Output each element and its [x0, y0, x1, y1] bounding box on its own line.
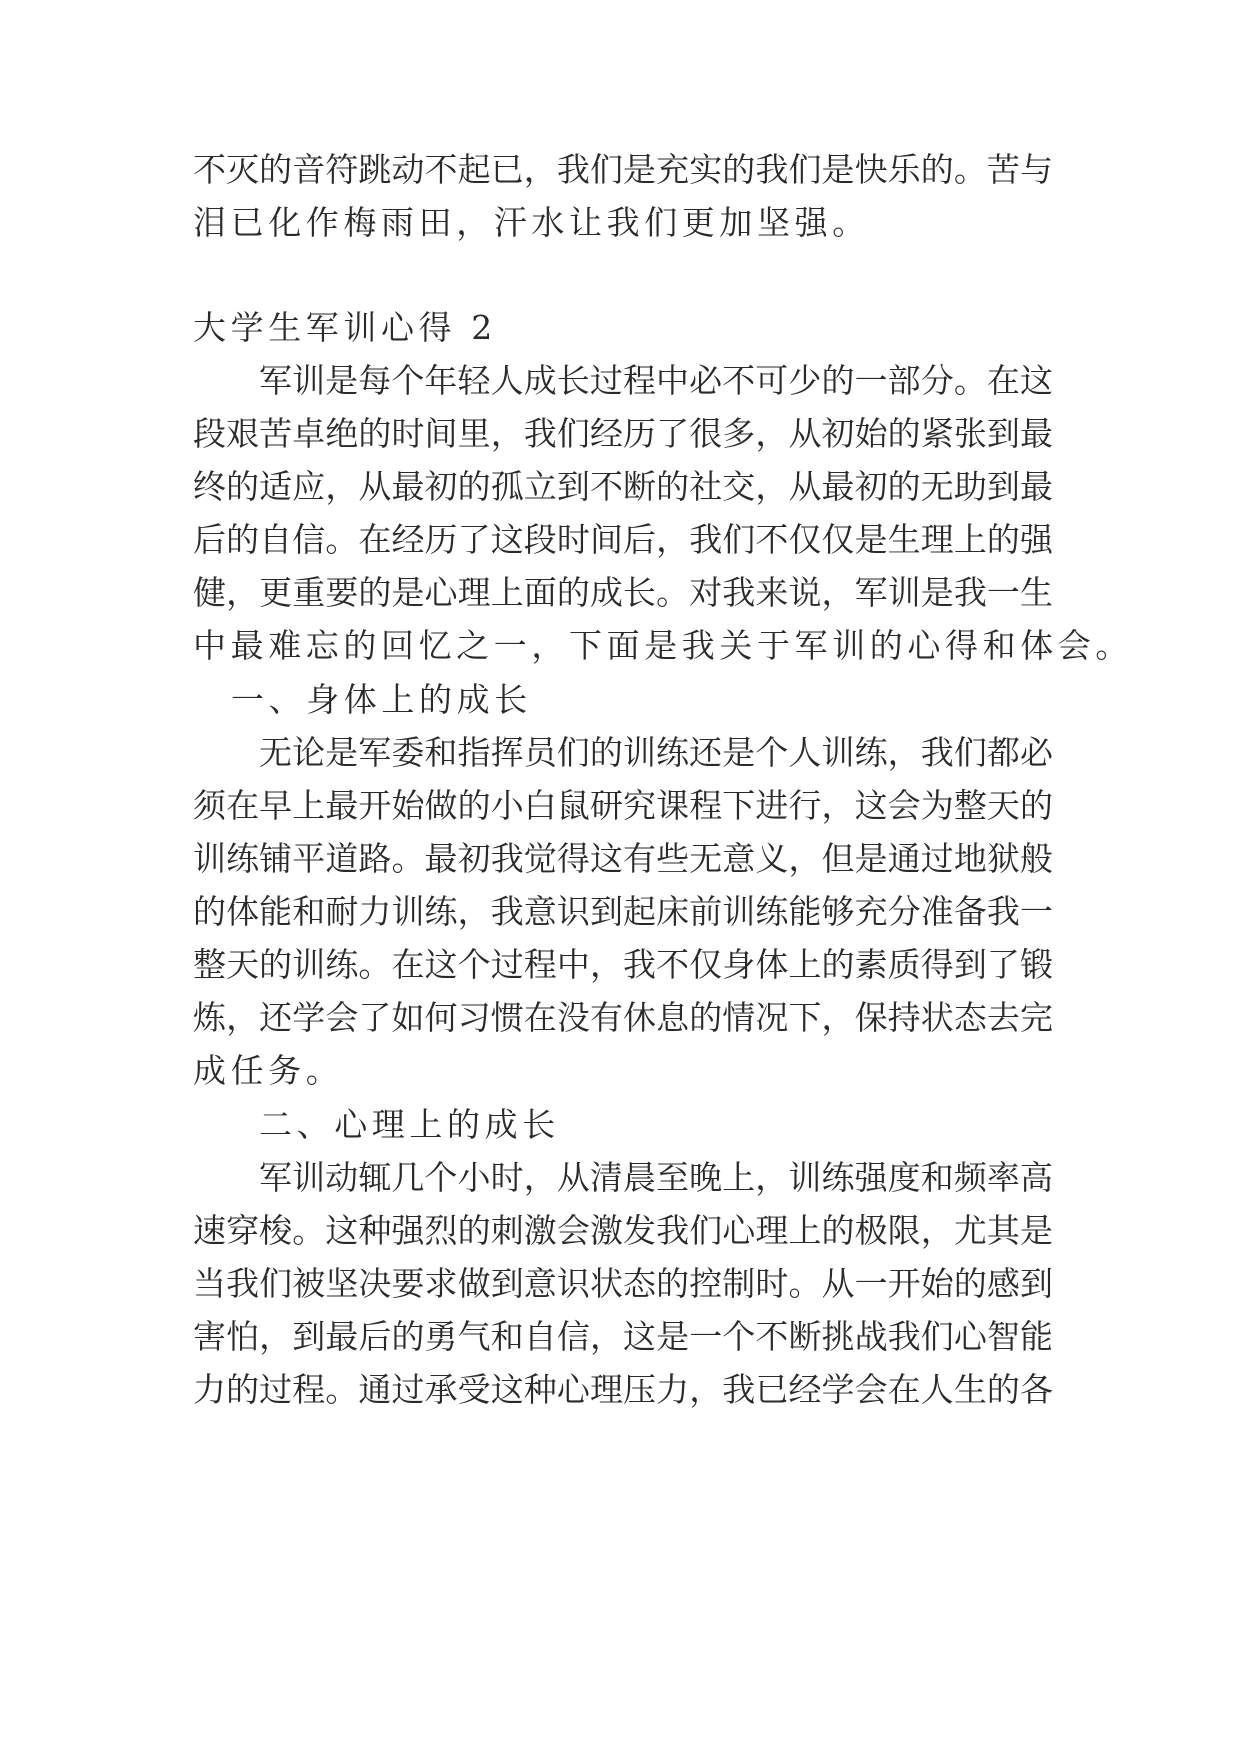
section-title: 大学生军训心得 2 — [193, 308, 497, 347]
text-line: 军训动辄几个小时，从清晨至晚上，训练强度和频率高 — [259, 1158, 1053, 1197]
text-line: 无论是军委和指挥员们的训练还是个人训练，我们都必 — [259, 733, 1053, 772]
text-line: 成任务。 — [193, 1051, 344, 1090]
text-line: 的体能和耐力训练，我意识到起床前训练能够充分准备我一 — [193, 892, 1053, 931]
text-line: 军训是每个年轻人成长过程中必不可少的一部分。在这 — [259, 361, 1053, 400]
text-line: 后的自信。在经历了这段时间后，我们不仅仅是生理上的强 — [193, 520, 1053, 559]
text-line: 健，更重要的是心理上面的成长。对我来说，军训是我一生 — [193, 573, 1053, 612]
text-line: 终的适应，从最初的孤立到不断的社交，从最初的无助到最 — [193, 467, 1053, 506]
text-line: 速穿梭。这种强烈的刺激会激发我们心理上的极限，尤其是 — [193, 1211, 1053, 1250]
text-line: 须在早上最开始做的小白鼠研究课程下进行，这会为整天的 — [193, 786, 1053, 825]
text-line: 段艰苦卓绝的时间里，我们经历了很多，从初始的紧张到最 — [193, 414, 1053, 453]
text-line: 训练铺平道路。最初我觉得这有些无意义，但是通过地狱般 — [193, 839, 1053, 878]
text-line: 当我们被坚决要求做到意识状态的控制时。从一开始的感到 — [193, 1264, 1053, 1303]
text-line: 整天的训练。在这个过程中，我不仅身体上的素质得到了锻 — [193, 945, 1053, 984]
text-line: 炼，还学会了如何习惯在没有休息的情况下，保持状态去完 — [193, 998, 1053, 1037]
text-line: 不灭的音符跳动不起已，我们是充实的我们是快乐的。苦与 — [193, 150, 1053, 189]
heading-2: 二、心理上的成长 — [259, 1105, 560, 1144]
text-line: 力的过程。通过承受这种心理压力，我已经学会在人生的各 — [193, 1370, 1053, 1409]
text-line: 害怕，到最后的勇气和自信，这是一个不断挑战我们心智能 — [193, 1317, 1053, 1356]
text-line: 中最难忘的回忆之一，下面是我关于军训的心得和体会。 — [193, 626, 1133, 665]
heading-1: 一、身体上的成长 — [231, 680, 532, 719]
text-line: 泪已化作梅雨田，汗水让我们更加坚强。 — [193, 203, 870, 242]
